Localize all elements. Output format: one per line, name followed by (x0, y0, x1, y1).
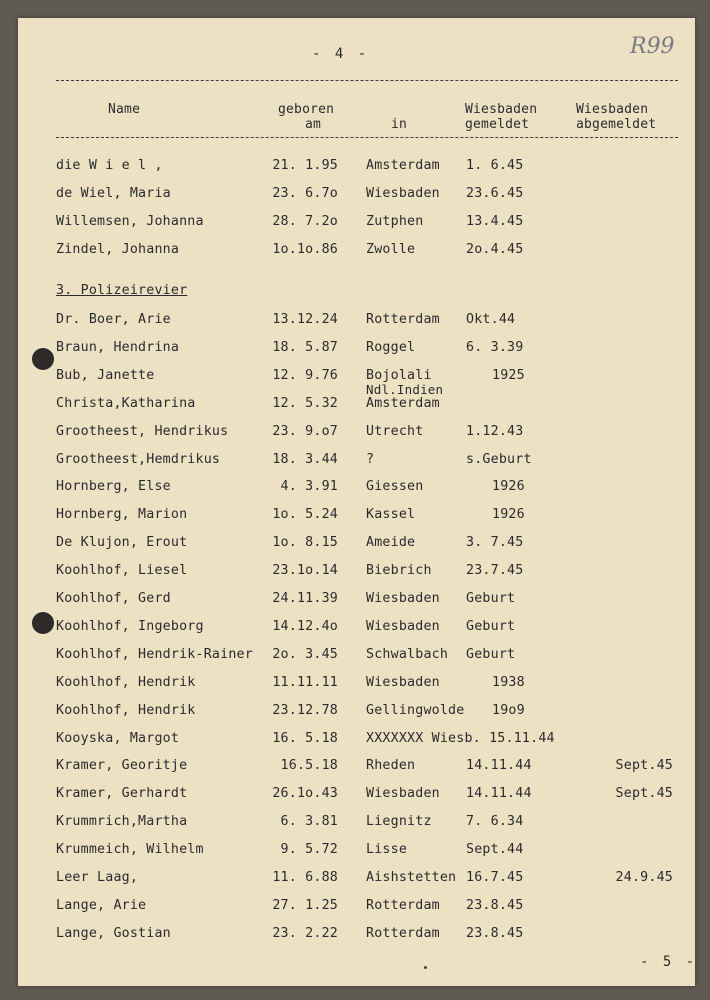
registered-cell: 23.6.45 (466, 186, 524, 201)
header-in: in (391, 117, 408, 132)
registered-cell: Geburt (466, 591, 516, 606)
place-cell: Gellingwolde (366, 702, 465, 718)
place-cell: Zwolle (366, 242, 416, 257)
name-cell: die W i e l , (56, 158, 163, 173)
place-cell: Amsterdam (366, 158, 440, 173)
place-cell: Rotterdam (366, 312, 440, 327)
header-rule-bottom (56, 137, 678, 138)
place-cell: Wiesbaden (366, 674, 440, 690)
born-cell: 18. 3.44 (272, 451, 338, 467)
registered-cell: 1. 6.45 (466, 158, 524, 173)
born-cell: 11.11.11 (272, 674, 338, 690)
name-cell: Braun, Hendrina (56, 339, 180, 355)
place-cell: Wiesbaden (366, 186, 440, 201)
name-cell: Leer Laag, (56, 870, 139, 885)
name-cell: Grootheest, Hendrikus (56, 423, 229, 439)
name-cell: Koohlhof, Ingeborg (56, 618, 204, 634)
born-cell: 1o. 8.15 (272, 535, 338, 551)
name-cell: Grootheest,Hemdrikus (56, 451, 221, 467)
name-cell: De Klujon, Erout (56, 535, 188, 551)
header-rule-top (56, 80, 678, 81)
registered-cell: 1938 (492, 674, 525, 690)
place-cell: Aishstetten (366, 870, 457, 885)
section-title: 3. Polizeirevier (56, 283, 188, 298)
place-cell: Bojolali (366, 367, 432, 383)
born-cell: 1o. 5.24 (272, 507, 338, 523)
name-cell: Bub, Janette (56, 367, 155, 383)
registered-cell: 2o.4.45 (466, 242, 524, 257)
place-cell: Giessen (366, 479, 424, 495)
name-cell: Lange, Gostian (56, 925, 171, 941)
born-cell: 1o.1o.86 (272, 242, 338, 257)
born-cell: 23.12.78 (272, 702, 338, 718)
name-cell: Krummrich,Martha (56, 814, 188, 830)
born-cell: 12. 9.76 (272, 367, 338, 383)
place-cell: Wiesbaden (366, 618, 440, 634)
header-name: Name (108, 102, 141, 117)
name-cell: Hornberg, Else (56, 479, 171, 495)
registered-cell: Geburt (466, 646, 516, 662)
place-cell: Amsterdam (366, 395, 440, 411)
registered-cell: 7. 6.34 (466, 814, 524, 830)
header-deregistered-2: abgemeldet (576, 117, 657, 132)
name-cell: Koohlhof, Gerd (56, 591, 171, 606)
place-cell: Utrecht (366, 423, 424, 439)
place-cell: Lisse (366, 842, 408, 858)
archive-stamp: R99 (630, 34, 675, 59)
registered-cell: 13.4.45 (466, 214, 524, 229)
born-cell: 23. 9.o7 (272, 423, 338, 439)
document-page (18, 18, 698, 986)
place-cell: Wiesbaden (366, 591, 440, 606)
registered-cell: Sept.44 (466, 842, 524, 858)
place-cell: Wiesbaden (366, 786, 440, 802)
place-cell: Rotterdam (366, 925, 440, 941)
name-cell: Willemsen, Johanna (56, 214, 204, 229)
name-cell: Christa,Katharina (56, 395, 196, 411)
born-cell: 6. 3.81 (280, 814, 338, 830)
place-cell: Roggel (366, 339, 416, 355)
registered-cell: 6. 3.39 (466, 339, 524, 355)
registered-cell: 19o9 (492, 702, 525, 718)
place-cell: Schwalbach (366, 646, 449, 662)
registered-cell: 14.11.44 (466, 758, 532, 774)
registered-cell: Okt.44 (466, 312, 516, 327)
name-cell: Lange, Arie (56, 897, 147, 913)
punch-hole-bottom (32, 612, 54, 634)
born-cell: 16. 5.18 (272, 730, 338, 746)
registered-cell: 1925 (492, 367, 525, 383)
name-cell: Dr. Boer, Arie (56, 312, 171, 327)
registered-cell: 1926 (492, 479, 525, 495)
name-cell: Krummeich, Wilhelm (56, 842, 204, 858)
header-deregistered-1: Wiesbaden (576, 102, 649, 117)
name-cell: Koohlhof, Liesel (56, 563, 188, 579)
deregistered-cell: 24.9.45 (615, 870, 673, 885)
registered-cell: 14.11.44 (466, 786, 532, 802)
name-cell: Koohlhof, Hendrik-Rainer (56, 646, 253, 662)
place-cell: Rotterdam (366, 897, 440, 913)
born-cell: 23. 2.22 (272, 925, 338, 941)
registered-cell: 1926 (492, 507, 525, 523)
born-cell: 18. 5.87 (272, 339, 338, 355)
name-cell: de Wiel, Maria (56, 186, 171, 201)
place-cell: Rheden (366, 758, 416, 774)
name-cell: Koohlhof, Hendrik (56, 674, 196, 690)
place-cell: XXXXXXX Wiesb. 15.11.44 (366, 730, 555, 746)
place-cell: Zutphen (366, 214, 424, 229)
punch-hole-top (32, 348, 54, 370)
born-cell: 23. 6.7o (272, 186, 338, 201)
born-cell: 23.1o.14 (272, 563, 338, 579)
place-cell: Liegnitz (366, 814, 432, 830)
registered-cell: 23.7.45 (466, 563, 524, 579)
born-cell: 12. 5.32 (272, 395, 338, 411)
born-cell: 2o. 3.45 (272, 646, 338, 662)
place-cell: ? (366, 451, 375, 467)
registered-cell: 23.8.45 (466, 925, 524, 941)
born-cell: 28. 7.2o (272, 214, 338, 229)
place-cell: Biebrich (366, 563, 432, 579)
registered-cell: 16.7.45 (466, 870, 524, 885)
registered-cell: 1.12.43 (466, 423, 524, 439)
born-cell: 16.5.18 (280, 758, 338, 774)
name-cell: Kooyska, Margot (56, 730, 180, 746)
registered-cell: Geburt (466, 618, 516, 634)
name-cell: Hornberg, Marion (56, 507, 188, 523)
registered-cell: 23.8.45 (466, 897, 524, 913)
registered-cell: s.Geburt (466, 451, 532, 467)
page-number-bottom: - 5 - (640, 954, 698, 970)
page-number-top: - 4 - (312, 46, 370, 62)
name-cell: Kramer, Georitje (56, 758, 188, 774)
born-cell: 9. 5.72 (280, 842, 338, 858)
place-cell-line2: Ndl.Indien (366, 381, 444, 397)
born-cell: 4. 3.91 (280, 479, 338, 495)
header-registered-2: gemeldet (465, 117, 530, 132)
place-cell: Ameide (366, 535, 416, 551)
born-cell: 24.11.39 (272, 591, 338, 606)
ink-dot (424, 966, 427, 969)
header-born-2: am (305, 117, 322, 132)
header-born-1: geboren (278, 102, 335, 117)
registered-cell: 3. 7.45 (466, 535, 524, 551)
born-cell: 26.1o.43 (272, 786, 338, 802)
place-cell: Kassel (366, 507, 416, 523)
born-cell: 27. 1.25 (272, 897, 338, 913)
name-cell: Kramer, Gerhardt (56, 786, 188, 802)
born-cell: 13.12.24 (272, 312, 338, 327)
born-cell: 21. 1.95 (272, 158, 338, 173)
name-cell: Zindel, Johanna (56, 242, 180, 257)
header-registered-1: Wiesbaden (465, 102, 538, 117)
name-cell: Koohlhof, Hendrik (56, 702, 196, 718)
born-cell: 11. 6.88 (272, 870, 338, 885)
deregistered-cell: Sept.45 (615, 786, 673, 802)
born-cell: 14.12.4o (272, 618, 338, 634)
deregistered-cell: Sept.45 (615, 758, 673, 774)
